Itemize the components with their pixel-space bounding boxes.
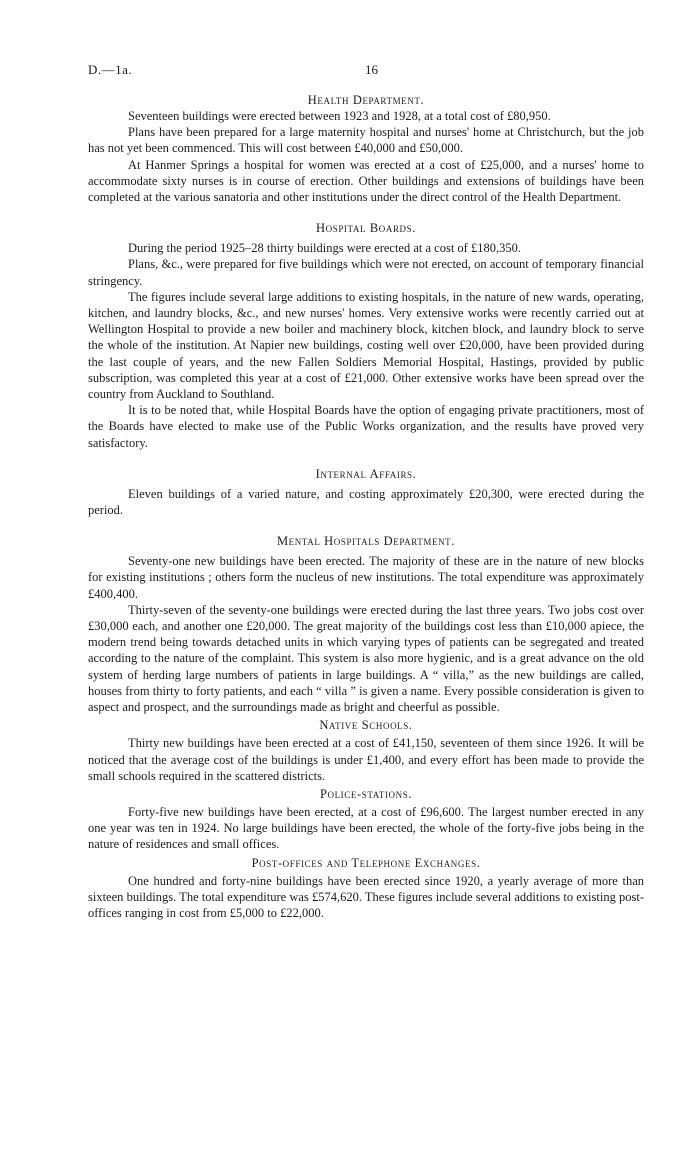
- paragraph: Thirty new buildings have been erected at a cost of £41,150, seventeen of them since 1926. It will be noticed that the average cost of the buildings is under £1,400, and every effort has been made to provide the small schools required in the scattered districts.: [88, 736, 644, 783]
- section-heading: Police-stations.: [319, 786, 413, 801]
- section-post-offices: [88, 855, 644, 922]
- paragraph: One hundred and forty-nine buildings have been erected since 1920, a yearly average of more than sixteen buildings. The total expenditure was £574,620. These figures include several additions to existing post-offices ranging in cost from £5,000 to £22,000.: [88, 873, 644, 920]
- page-number: 16: [365, 62, 378, 77]
- section-heading: Internal Affairs.: [315, 466, 417, 481]
- section-mental-hospitals: [88, 533, 644, 715]
- page-header: [88, 62, 644, 82]
- section-internal-affairs: [88, 466, 644, 518]
- section-heading: Hospital Boards.: [315, 221, 416, 236]
- paragraph: Plans have been prepared for a large maternity hospital and nurses' home at Christchurch, but the job has not yet been commenced. This will cost between £40,000 and £50,000.: [88, 125, 644, 156]
- paragraph: Plans, &c., were prepared for five buildings which were not erected, on account of temporary financial stringency.: [88, 257, 644, 288]
- section-heading: Native Schools.: [319, 718, 413, 733]
- paragraph: Thirty-seven of the seventy-one buildings were erected during the last three years. Two jobs cost over £30,000 each, and another one £20,000. The great majority of the buildings cost less than £10,000 apiece, the modern trend being towards detached units in which varying types of patients can be segregated and treated according to the nature of the complaint. This system is also more hygienic, and is a great advance on the old system of herding large numbers of patients in large buildings. A “ villa,” as the new buildings are called, houses from thirty to forty patients, and each “ villa ” is given a name. Every possible consideration is given to aspect and prospect, and the surroundings made as bright and cheerful as possible.: [88, 602, 644, 715]
- document-reference: D.—1a.: [88, 62, 133, 77]
- paragraph: Eleven buildings of a varied nature, and costing approximately £20,300, were erected during the period.: [88, 486, 644, 518]
- paragraph: Forty-five new buildings have been erected, at a cost of £96,600. The largest number erected in any one year was ten in 1924. No large buildings have been erected, the whole of the forty-five jobs being in the nature of residences and small offices.: [88, 804, 644, 852]
- section-native-schools: [88, 717, 644, 784]
- paragraph: It is to be noted that, while Hospital Boards have the option of engaging private practitioners, most of the Boards have elected to make use of the Public Works organization, and the results have proved very satisfactory.: [88, 403, 644, 450]
- section-heading: Mental Hospitals Department.: [276, 534, 456, 549]
- paragraph: Seventy-one new buildings have been erected. The majority of these are in the nature of new blocks for existing institutions ; others form the nucleus of new institutions. The total expenditure was approximately £400,400.: [88, 554, 644, 601]
- paragraph: The figures include several large additions to existing hospitals, in the nature of new wards, operating, kitchen, and laundry blocks, &c., and new nurses' homes. Very extensive works were recently carried out at Wellington Hospital to provide a new boiler and machinery block, kitchen block, and laundry block to serve the whole of the institution. At Napier new buildings, costing well over £20,000, have been provided during the last couple of years, and the new Fallen Soldiers Memorial Hospital, Hastings, provided by public subscription, was completed this year at a cost of £21,000. Other extensive works have been spread over the country from Auckland to Southland.: [88, 289, 644, 402]
- paragraph: At Hanmer Springs a hospital for women was erected at a cost of £25,000, and a nurses' home to accommodate sixty nurses is in course of erection. Other buildings and extensions of buildings have been completed at the various sanatoria and other institutions under the direct control of the Health Department.: [88, 157, 644, 205]
- section-heading: Post-offices and Telephone Exchanges.: [251, 855, 481, 870]
- section-heading: Health Department.: [307, 93, 425, 107]
- document-page: [88, 62, 644, 921]
- paragraph: Seventeen buildings were erected between 1923 and 1928, at a total cost of £80,950.: [128, 109, 551, 123]
- section-police-stations: [88, 786, 644, 853]
- section-health-department: [88, 92, 644, 205]
- section-hospital-boards: [88, 220, 644, 451]
- paragraph: During the period 1925–28 thirty buildings were erected at a cost of £180,350.: [128, 241, 521, 256]
